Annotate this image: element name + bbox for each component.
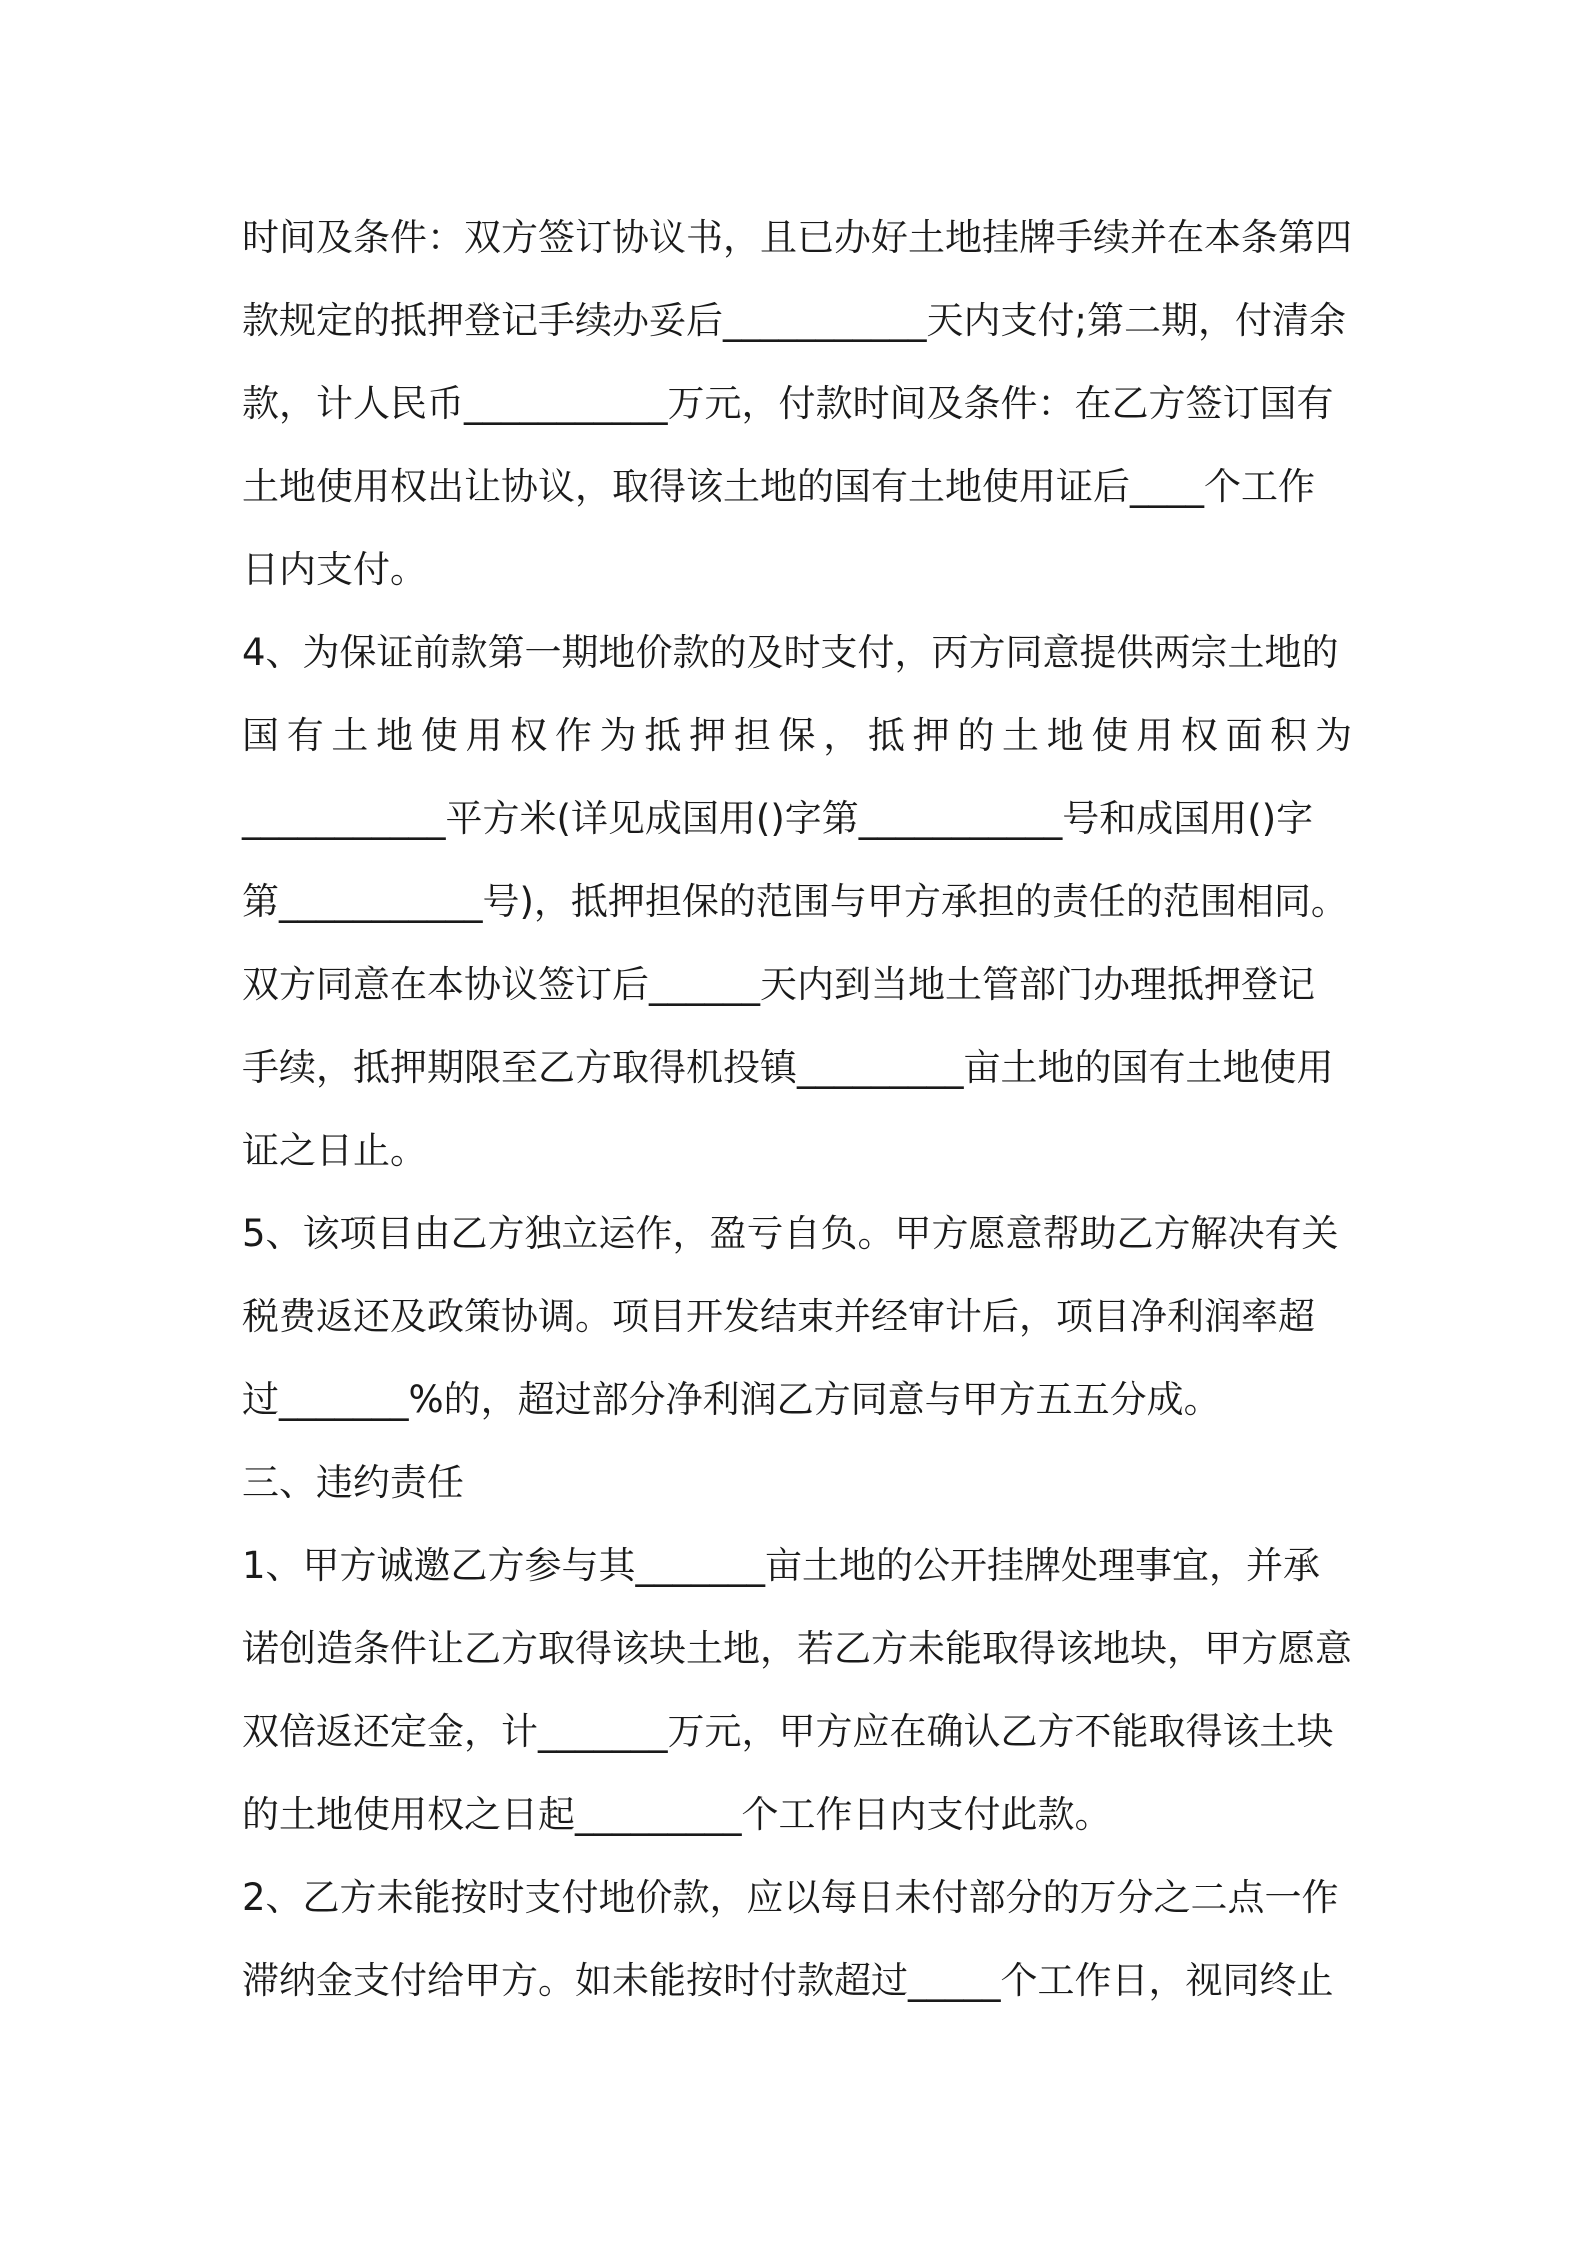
text-line: 的土地使用权之日起_________个工作日内支付此款。 — [242, 1793, 1112, 1836]
text-line: 时间及条件：双方签订协议书，且已办好土地挂牌手续并在本条第四 — [242, 216, 1352, 259]
text-line: 第___________号)，抵押担保的范围与甲方承担的责任的范围相同。 — [242, 880, 1348, 923]
section-heading: 三、违约责任 — [242, 1461, 464, 1504]
text-line: ___________平方米(详见成国用()字第___________号和成国用()字 — [242, 797, 1314, 840]
text-line: 土地使用权出让协议，取得该土地的国有土地使用证后____个工作 — [242, 465, 1315, 508]
text-line: 国有土地使用权作为抵押担保，抵押的土地使用权面积为 — [242, 714, 1352, 757]
document-body — [242, 196, 1352, 2022]
text-line: 滞纳金支付给甲方。如未能按时付款超过_____个工作日，视同终止 — [242, 1959, 1334, 2002]
text-line: 2、乙方未能按时支付地价款，应以每日未付部分的万分之二点一作 — [242, 1876, 1339, 1919]
text-line: 双倍返还定金，计_______万元，甲方应在确认乙方不能取得该土块 — [242, 1710, 1334, 1753]
text-line: 税费返还及政策协调。项目开发结束并经审计后，项目净利润率超 — [242, 1295, 1315, 1338]
text-line: 双方同意在本协议签订后______天内到当地土管部门办理抵押登记 — [242, 963, 1315, 1006]
text-line: 证之日止。 — [242, 1129, 427, 1172]
text-line: 日内支付。 — [242, 548, 427, 591]
text-line: 1、甲方诚邀乙方参与其_______亩土地的公开挂牌处理事宜，并承 — [242, 1544, 1321, 1587]
text-line: 款，计人民币___________万元，付款时间及条件：在乙方签订国有 — [242, 382, 1334, 425]
text-line: 5、该项目由乙方独立运作，盈亏自负。甲方愿意帮助乙方解决有关 — [242, 1212, 1339, 1255]
text-line: 手续，抵押期限至乙方取得机投镇_________亩土地的国有土地使用 — [242, 1046, 1334, 1089]
text-line: 款规定的抵押登记手续办妥后___________天内支付;第二期，付清余 — [242, 299, 1346, 342]
text-line: 4、为保证前款第一期地价款的及时支付，丙方同意提供两宗土地的 — [242, 631, 1339, 674]
text-line: 诺创造条件让乙方取得该块土地，若乙方未能取得该地块，甲方愿意 — [242, 1627, 1352, 1670]
text-line: 过_______%的，超过部分净利润乙方同意与甲方五五分成。 — [242, 1378, 1221, 1421]
